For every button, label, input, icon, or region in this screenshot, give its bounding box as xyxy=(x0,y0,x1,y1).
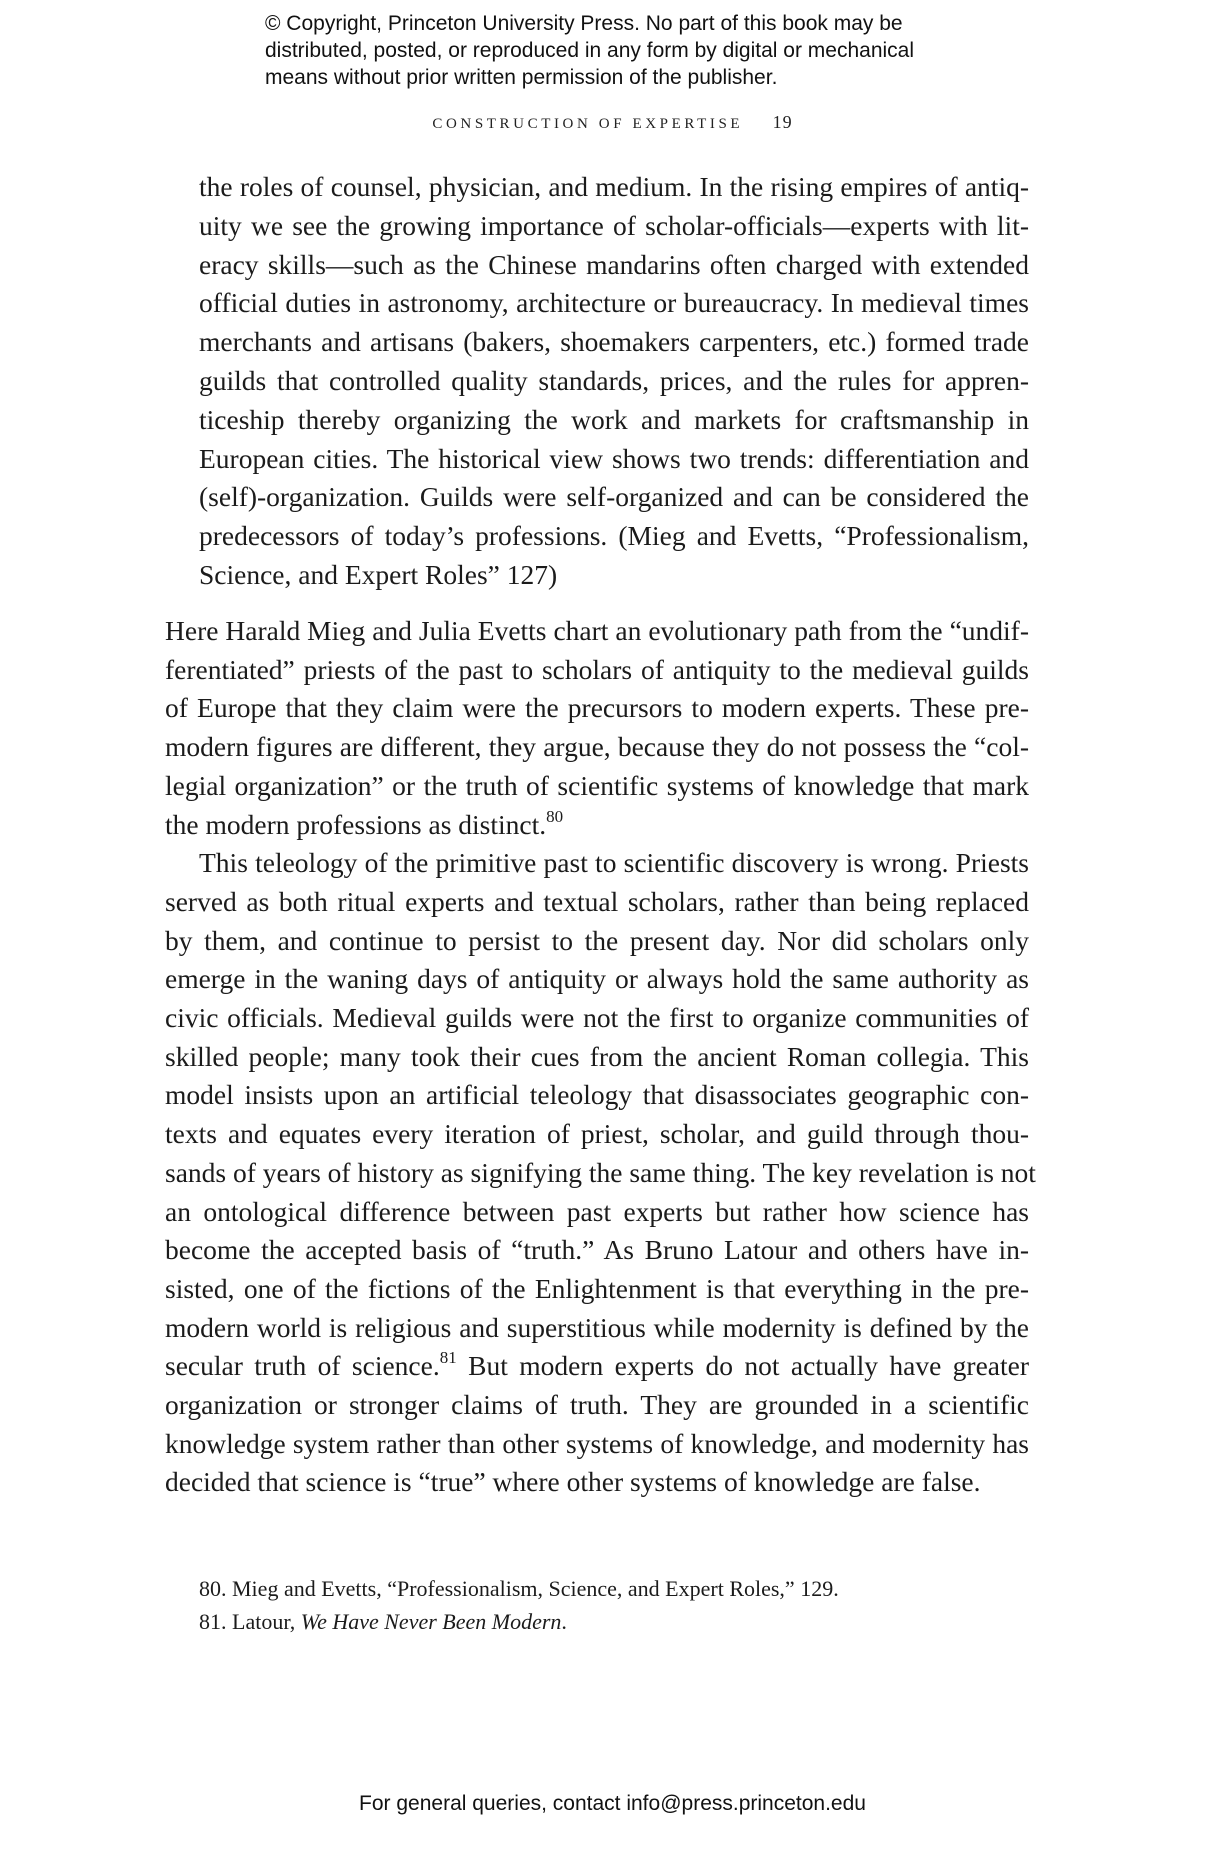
paragraph-line: texts and equates every iteration of priest, scholar, and guild through thou- xyxy=(165,1118,1029,1150)
block-quote xyxy=(199,168,1029,595)
paragraph-line: emerge in the waning days of antiquity or always hold the same authority as xyxy=(165,963,1029,995)
copyright-line: distributed, posted, or reproduced in any form by digital or mechanical xyxy=(265,39,915,62)
copyright-notice xyxy=(265,10,1025,91)
page-number: 19 xyxy=(772,112,793,132)
block-quote-line: merchants and artisans (bakers, shoemakers carpenters, etc.) formed trade xyxy=(199,326,1029,358)
footnote-81-title: We Have Never Been Modern xyxy=(300,1609,562,1634)
block-quote-line: the roles of counsel, physician, and medium. In the rising empires of antiq- xyxy=(199,171,1029,202)
footnote-ref-80[interactable]: 80 xyxy=(546,806,564,826)
paragraph-2 xyxy=(165,844,1036,1502)
paragraph-line: modern figures are different, they argue, because they do not possess the “col- xyxy=(165,731,1029,763)
block-quote-line: (self)-organization. Guilds were self-organized and can be considered the xyxy=(199,481,1029,513)
paragraph-line: knowledge system rather than other systems of knowledge, and modernity has xyxy=(165,1427,1029,1459)
copyright-line: means without prior written permission of the publisher. xyxy=(265,66,778,89)
paragraph-1 xyxy=(165,612,1029,844)
footnote-ref-81[interactable]: 81 xyxy=(439,1348,457,1368)
paragraph-line-text: secular truth of science. xyxy=(165,1350,440,1382)
paragraph-line: served as both ritual experts and textual scholars, rather than being replaced xyxy=(165,885,1029,917)
paragraph-line: ferentiated” priests of the past to scholars of antiquity to the medieval guilds xyxy=(165,653,1029,685)
block-quote-line: ticeship thereby organizing the work and markets for craftsmanship in xyxy=(199,403,1029,435)
block-quote-line: eracy skills—such as the Chinese mandarins often charged with extended xyxy=(199,248,1029,280)
contact-notice: For general queries, contact info@press.princeton.edu xyxy=(359,1792,866,1815)
paragraph-line: legial organization” or the truth of scientific systems of knowledge that mark xyxy=(165,769,1029,801)
paragraph-line: sands of years of history as signifying the same thing. The key revelation is not xyxy=(165,1156,1036,1188)
block-quote-line: Science, and Expert Roles” 127) xyxy=(199,558,558,590)
block-quote-line: European cities. The historical view shows two trends: differentiation and xyxy=(199,442,1029,474)
paragraph-line: of Europe that they claim were the precursors to modern experts. These pre- xyxy=(165,692,1029,724)
paragraph-line: Here Harald Mieg and Julia Evetts chart an evolutionary path from the “undif- xyxy=(165,615,1029,646)
paragraph-line: become the accepted basis of “truth.” As Bruno Latour and others have in- xyxy=(165,1234,1029,1266)
paragraph-line: civic officials. Medieval guilds were not the first to organize communities of xyxy=(165,1002,1029,1034)
paragraph-line: skilled people; many took their cues from the ancient Roman collegia. This xyxy=(165,1040,1029,1072)
body-text xyxy=(165,612,1036,1502)
paragraph-line-text: the modern professions as distinct. xyxy=(165,808,547,840)
footnote-81 xyxy=(199,1605,1029,1638)
paragraph-line: sisted, one of the fictions of the Enlightenment is that everything in the pre- xyxy=(165,1272,1029,1304)
paragraph-line: an ontological difference between past experts but rather how science has xyxy=(165,1195,1029,1227)
paragraph-line: modern world is religious and superstitious while modernity is defined by the xyxy=(165,1311,1029,1343)
block-quote-line: predecessors of today’s professions. (Mieg and Evetts, “Professionalism, xyxy=(199,520,1029,552)
paragraph-line xyxy=(165,806,1029,845)
paragraph-line-text: But modern experts do not actually have greater xyxy=(456,1350,1029,1382)
running-head xyxy=(0,112,1225,133)
paragraph-line xyxy=(165,1347,1029,1386)
paragraph-line: decided that science is “true” where other systems of knowledge are false. xyxy=(165,1466,981,1498)
paragraph-line: model insists upon an artificial teleology that disassociates geographic con- xyxy=(165,1079,1029,1111)
block-quote-line: official duties in astronomy, architecture or bureaucracy. In medieval times xyxy=(199,287,1029,319)
footnote-81-suffix: . xyxy=(561,1609,567,1634)
paragraph-line: organization or stronger claims of truth. They are grounded in a scientific xyxy=(165,1389,1029,1421)
footnote-81-prefix: 81. Latour, xyxy=(199,1609,301,1634)
footnote-80: 80. Mieg and Evetts, “Professionalism, Science, and Expert Roles,” 129. xyxy=(199,1576,839,1601)
copyright-line: © Copyright, Princeton University Press. No part of this book may be xyxy=(265,12,903,35)
running-head-title: CONSTRUCTION OF EXPERTISE xyxy=(432,116,744,132)
paragraph-line: This teleology of the primitive past to scientific discovery is wrong. Priests xyxy=(199,847,1029,879)
paragraph-line: by them, and continue to persist to the present day. Nor did scholars only xyxy=(165,924,1029,956)
footnotes xyxy=(199,1572,1029,1638)
block-quote-line: uity we see the growing importance of scholar-officials—experts with lit- xyxy=(199,209,1029,241)
block-quote-line: guilds that controlled quality standards, prices, and the rules for appren- xyxy=(199,364,1029,396)
